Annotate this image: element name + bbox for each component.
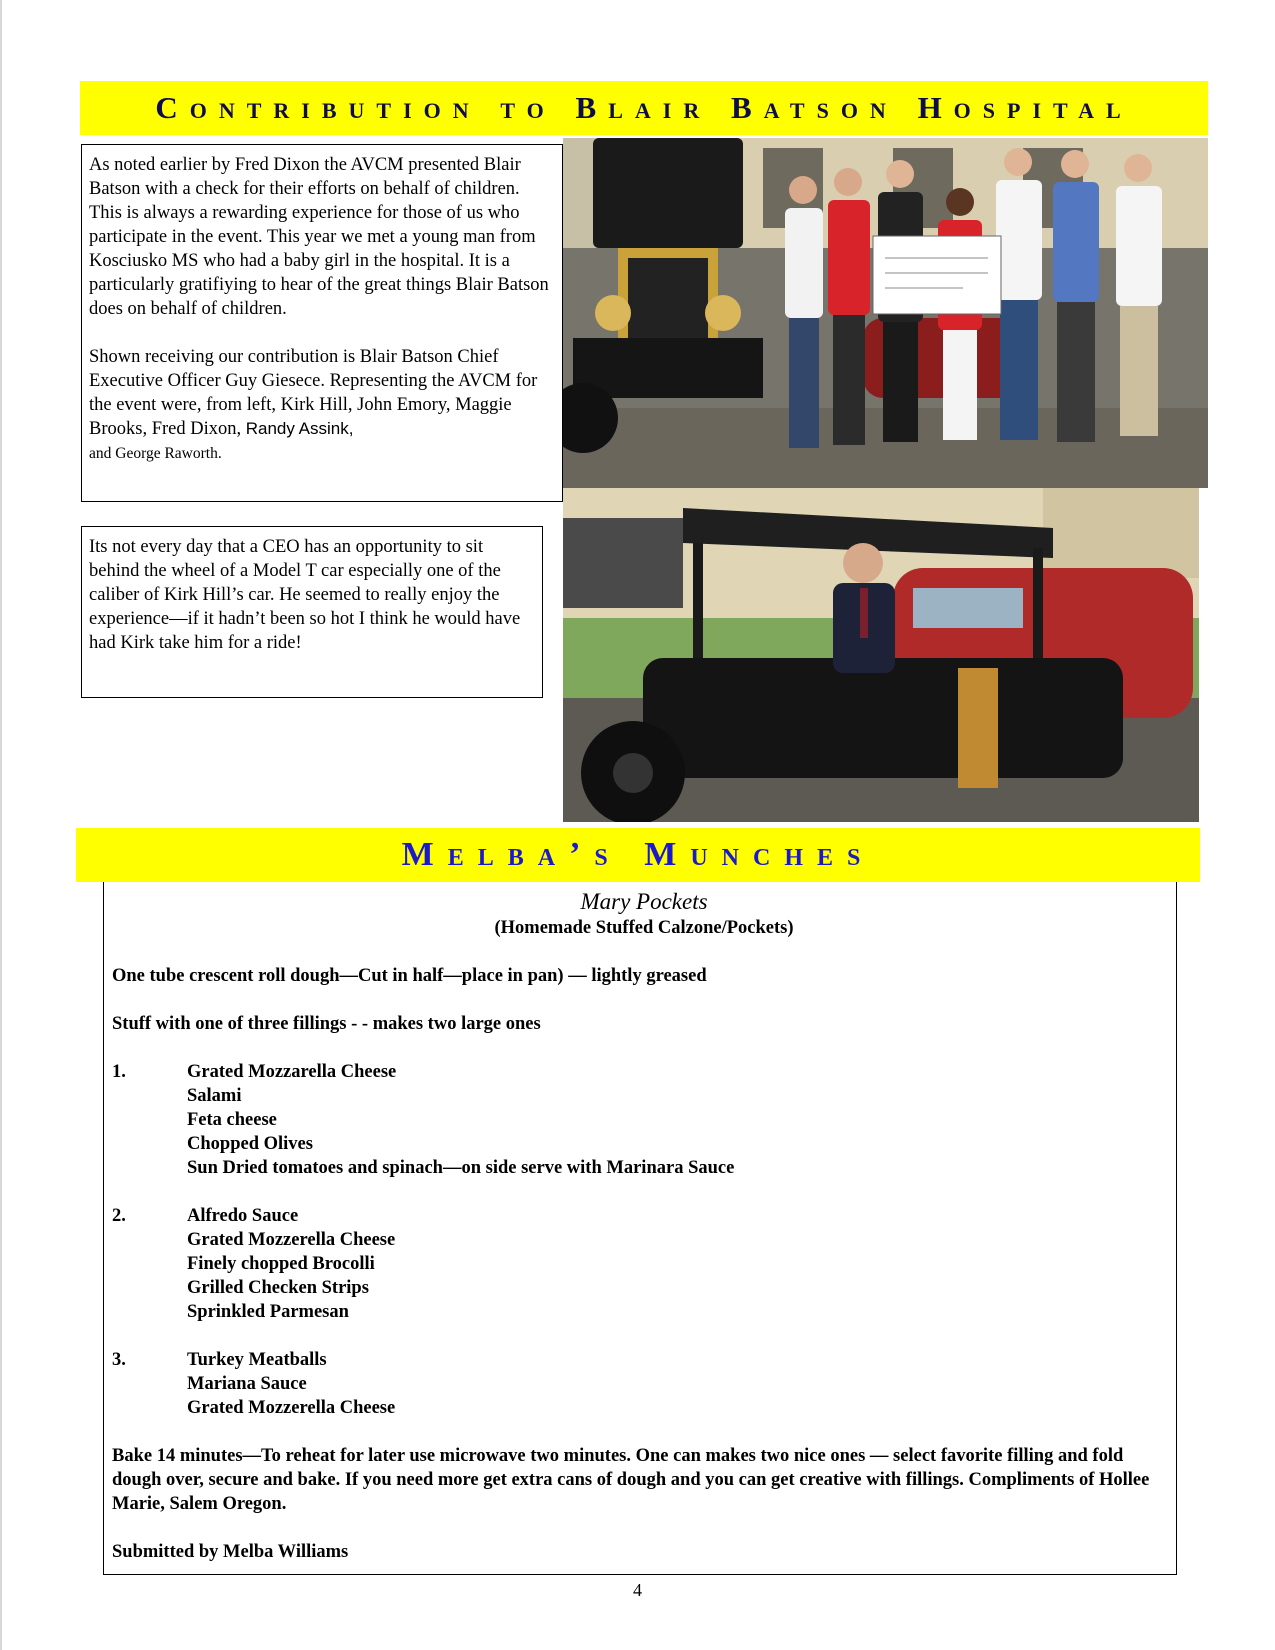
- filling-number: 3.: [112, 1350, 126, 1370]
- ingredient: Grated Mozzarella Cheese: [187, 1062, 397, 1082]
- section-title-melbas-munches: Melba’s Munches: [76, 828, 1200, 882]
- page-edge-rule: [0, 0, 2, 1650]
- contribution-paragraph-1: As noted earlier by Fred Dixon the AVCM presented Blair Batson with a check for their efforts on behalf of children. This is always a rewarding experience for those of us who participate in the event. This year we met a young man from Kosciusko MS who had a baby girl in the hospital. It is a particularly gratifiying to hear of the great things Blair Batson does on behalf of children.: [89, 155, 549, 319]
- recipe-submitted-by: Submitted by Melba Williams: [112, 1542, 349, 1562]
- ingredient: Chopped Olives: [187, 1134, 313, 1154]
- ingredient: Grated Mozzerella Cheese: [187, 1398, 396, 1418]
- filling-1: [112, 1060, 1176, 1180]
- recipe-box: [103, 882, 1177, 1575]
- paragraph-2-main: Shown receiving our contribution is Blair Batson Chief Executive Officer Guy Giesece. Representing the AVCM for the event were, from left, Kirk Hill, John Emory, Maggie Brooks, Fred Dixon,: [89, 347, 538, 439]
- ingredient: Sun Dried tomatoes and spinach—on side serve with Marinara Sauce: [187, 1158, 735, 1178]
- ingredient: Finely chopped Brocolli: [187, 1254, 375, 1274]
- contribution-paragraph-2: [89, 345, 554, 466]
- contribution-text-box: [81, 144, 563, 502]
- paragraph-2-end: and George Raworth.: [89, 445, 222, 462]
- ingredient: Mariana Sauce: [187, 1374, 307, 1394]
- filling-2: [112, 1204, 1176, 1324]
- recipe-subtitle: (Homemade Stuffed Calzone/Pockets): [494, 918, 794, 938]
- ingredient: Salami: [187, 1086, 242, 1106]
- check-presentation-photo: [563, 138, 1208, 488]
- page-number: 4: [633, 1580, 642, 1600]
- ingredient: Turkey Meatballs: [187, 1350, 327, 1370]
- filling-number: 2.: [112, 1206, 126, 1226]
- recipe-line-dough: One tube crescent roll dough—Cut in half—place in pan) — lightly greased: [112, 966, 707, 986]
- section-title-contribution: Contribution to Blair Batson Hospital: [80, 81, 1208, 135]
- ingredient: Sprinkled Parmesan: [187, 1302, 349, 1322]
- ingredient: Grated Mozzerella Cheese: [187, 1230, 396, 1250]
- recipe-title: Mary Pockets: [580, 889, 708, 914]
- recipe-line-fillings: Stuff with one of three fillings - - makes two large ones: [112, 1014, 541, 1034]
- ceo-model-t-photo: [563, 488, 1199, 822]
- ingredient: Grilled Checken Strips: [187, 1278, 369, 1298]
- paragraph-2-name: Randy Assink,: [245, 419, 354, 438]
- filling-3: [112, 1348, 1176, 1420]
- ceo-caption-text: Its not every day that a CEO has an opportunity to sit behind the wheel of a Model T car especially one of the caliber of Kirk Hill’s car. He seemed to really enjoy the experience—if it hadn’t been so hot I think he would have had Kirk take him for a ride!: [89, 537, 521, 653]
- ceo-caption-box: [81, 526, 543, 698]
- ingredient: Feta cheese: [187, 1110, 277, 1130]
- ingredient: Alfredo Sauce: [187, 1206, 299, 1226]
- filling-number: 1.: [112, 1062, 126, 1082]
- recipe-bake-instructions: Bake 14 minutes—To reheat for later use microwave two minutes. One can makes two nice ones — select favorite filling and fold dough over, secure and bake. If you need more get extra cans of dough and you can get creative with fillings. Compliments of Hollee Marie, Salem Oregon.: [112, 1446, 1150, 1514]
